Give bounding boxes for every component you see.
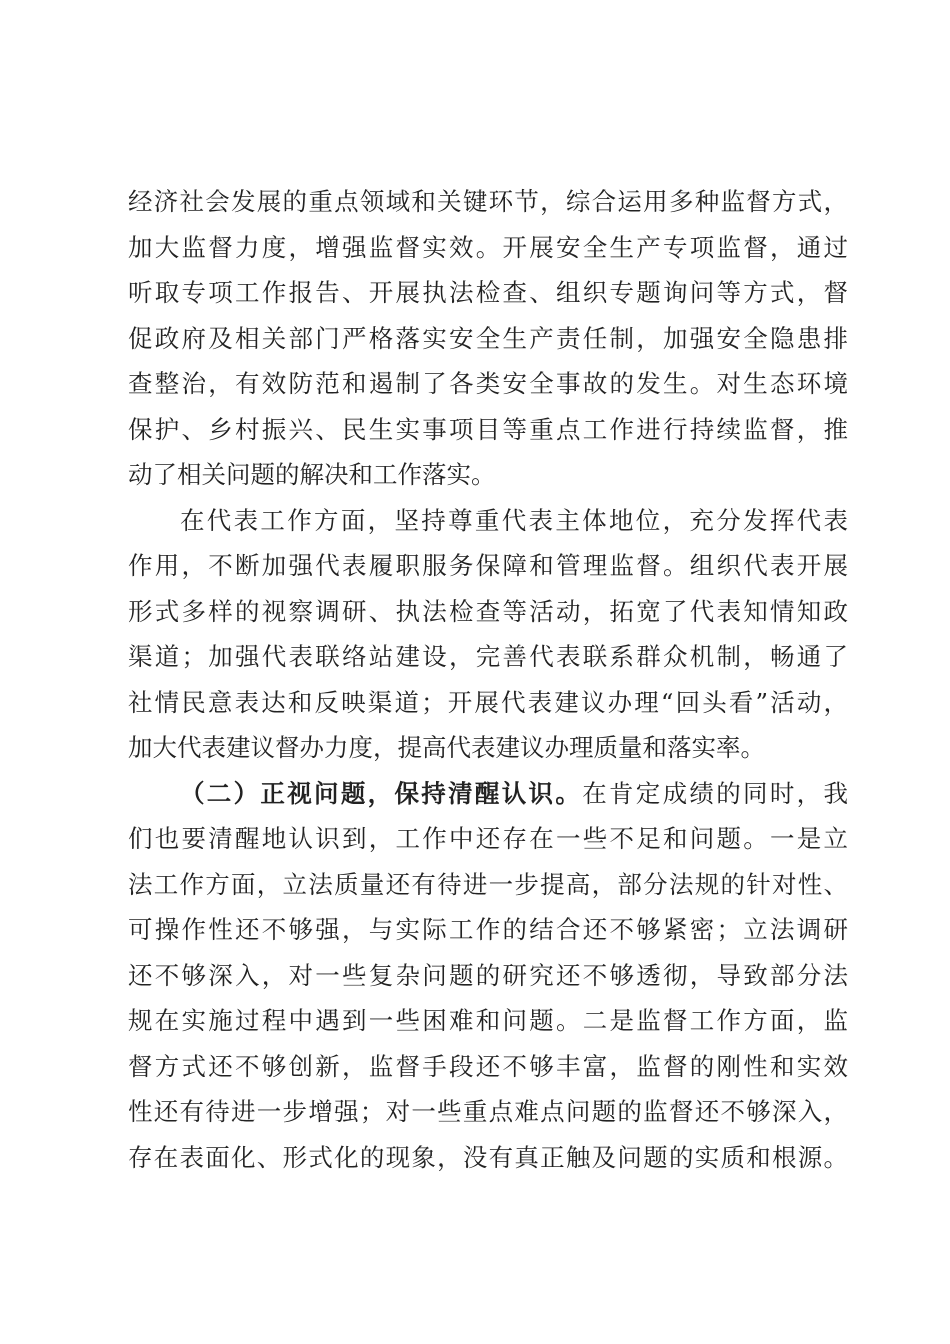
text-line: 动了相关问题的解决和工作落实。 bbox=[128, 460, 496, 489]
text-line: 查整治，有效防范和遏制了各类安全事故的发生。对生态环境 bbox=[128, 369, 848, 398]
text-line: 保护、乡村振兴、民生实事项目等重点工作进行持续监督，推 bbox=[128, 414, 848, 444]
text-line: 经济社会发展的重点领域和关键环节，综合运用多种监督方式， bbox=[128, 187, 848, 216]
text-line: 加大监督力度，增强监督实效。开展安全生产专项监督，通过 bbox=[128, 232, 848, 262]
text-line: 们也要清醒地认识到，工作中还存在一些不足和问题。一是立 bbox=[128, 824, 848, 853]
text-line: 可操作性还不够强，与实际工作的结合还不够紧密；立法调研 bbox=[128, 915, 848, 944]
text-line: 社情民意表达和反映渠道；开展代表建议办理“回头看”活动， bbox=[128, 687, 848, 717]
text-line: 渠道；加强代表联络站建设，完善代表联系群众机制，畅通了 bbox=[128, 642, 848, 671]
text-line: 听取专项工作报告、开展执法检查、组织专题询问等方式，督 bbox=[128, 278, 848, 307]
text-line: 在代表工作方面，坚持尊重代表主体地位，充分发挥代表 bbox=[180, 505, 848, 535]
text-line: 促政府及相关部门严格落实安全生产责任制，加强安全隐患排 bbox=[128, 323, 848, 353]
text-line: 督方式还不够创新，监督手段还不够丰富，监督的刚性和实效 bbox=[128, 1051, 848, 1081]
section-heading: （二）正视问题，保持清醒认识。 bbox=[180, 778, 583, 808]
body-text bbox=[128, 179, 848, 1180]
text-line: 加大代表建议督办力度，提高代表建议办理质量和落实率。 bbox=[128, 733, 765, 762]
paragraph-problems bbox=[128, 771, 848, 1181]
heading-line-rest: 在肯定成绩的同时，我 bbox=[582, 778, 848, 808]
text-line: 规在实施过程中遇到一些困难和问题。二是监督工作方面，监 bbox=[128, 1006, 848, 1035]
text-line: 形式多样的视察调研、执法检查等活动，拓宽了代表知情知政 bbox=[128, 596, 848, 626]
text-line: 作用，不断加强代表履职服务保障和管理监督。组织代表开展 bbox=[128, 551, 848, 580]
paragraph-deputy-work bbox=[128, 498, 848, 771]
text-line: 还不够深入，对一些复杂问题的研究还不够透彻，导致部分法 bbox=[128, 960, 848, 990]
text-line bbox=[128, 771, 848, 817]
text-line: 法工作方面，立法质量还有待进一步提高，部分法规的针对性、 bbox=[128, 869, 848, 899]
paragraph-supervision bbox=[128, 179, 848, 498]
text-line: 存在表面化、形式化的现象，没有真正触及问题的实质和根源。 bbox=[128, 1142, 848, 1172]
text-line: 性还有待进一步增强；对一些重点难点问题的监督还不够深入， bbox=[128, 1097, 848, 1126]
